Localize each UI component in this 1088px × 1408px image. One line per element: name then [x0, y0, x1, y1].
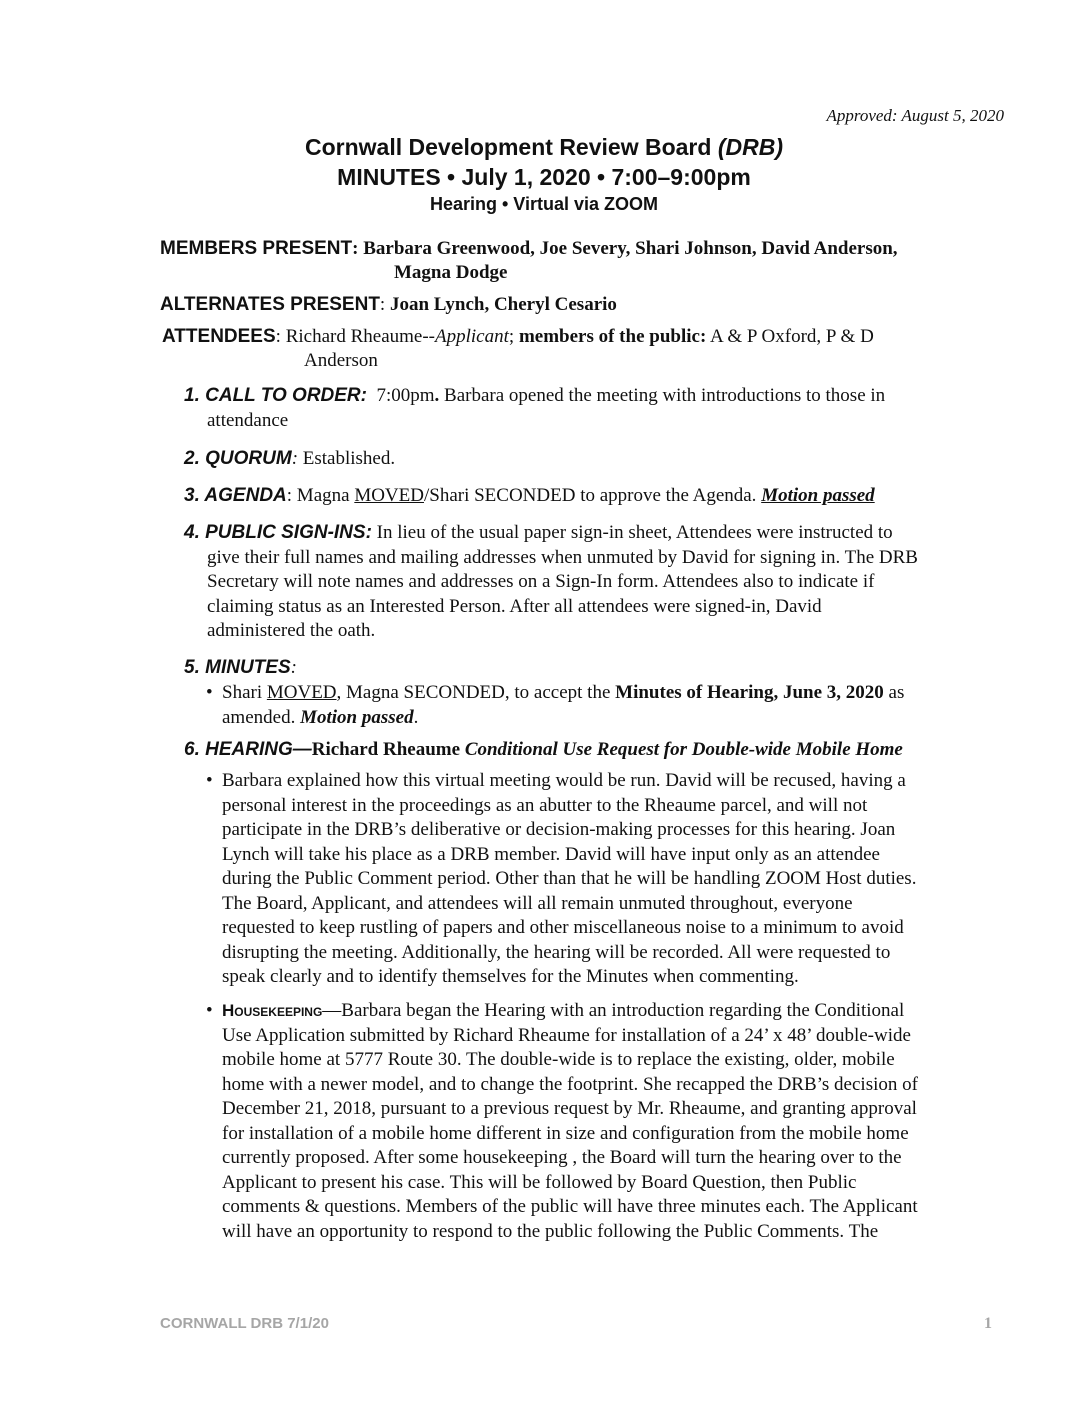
members-names-cont: Magna Dodge [394, 262, 508, 283]
bullet-dot: • [206, 770, 213, 791]
item-minutes: 5. MINUTES: [184, 657, 297, 678]
attendees: ATTENDEES: Richard Rheaume--Applicant; members of the public: A & P Oxford, P & D [162, 326, 874, 347]
alternates-label: ALTERNATES PRESENT [160, 294, 380, 315]
bullet-dot: • [206, 1000, 213, 1021]
item-public-sign-ins: 4. PUBLIC SIGN-INS: In lieu of the usual paper sign-in sheet, Attendees were instructed to give their full names and mailing addresses when unmuted by David for signing in. The DRB Secretary will note names and addresses on a Sign-In form. Attendees also to indicate if claiming status as an Interested Person. After all attendees were signed-in, David administered the oath. [184, 522, 918, 641]
title-block [0, 132, 1088, 216]
page-title: Cornwall Development Review Board (DRB) [305, 134, 783, 160]
item-hearing: 6. HEARING—Richard Rheaume Conditional Use Request for Double-wide Mobile Home [184, 739, 903, 760]
housekeeping-label: Housekeeping [222, 1001, 323, 1020]
item-number: 2. QUORUM [184, 448, 292, 469]
minutes-bullet: • Shari MOVED, Magna SECONDED, to accept the Minutes of Hearing, June 3, 2020 as amended. Motion passed. [206, 682, 905, 728]
members-present: MEMBERS PRESENT: Barbara Greenwood, Joe Severy, Shari Johnson, David Anderson, [160, 238, 898, 259]
item-call-to-order: 1. CALL TO ORDER: 7:00pm. Barbara opened the meeting with introductions to those in attendance [184, 385, 886, 431]
alternates-names: Joan Lynch, Cheryl Cesario [389, 294, 617, 315]
footer-title: CORNWALL DRB 7/1/20 [160, 1315, 329, 1332]
alternates-present: ALTERNATES PRESENT: Joan Lynch, Cheryl Cesario [160, 294, 617, 315]
members-label: MEMBERS PRESENT [160, 238, 353, 259]
item-agenda: 3. AGENDA: Magna MOVED/Shari SECONDED to approve the Agenda. Motion passed [184, 485, 875, 506]
members-names: Barbara Greenwood, Joe Severy, Shari Johnson, David Anderson, [363, 238, 898, 259]
meeting-type-line: Hearing • Virtual via ZOOM [429, 194, 659, 214]
item-number: 4. PUBLIC SIGN-INS: [184, 522, 372, 543]
bullet-dot: • [206, 682, 213, 703]
attendees-label: ATTENDEES [162, 326, 276, 347]
page-number: 1 [984, 1315, 992, 1332]
item-number: 5. MINUTES [184, 657, 291, 678]
item-quorum: 2. QUORUM: Established. [184, 448, 396, 469]
item-number: 1. CALL TO ORDER: [184, 385, 367, 406]
attendees-cont: Anderson [304, 350, 378, 371]
item-number: 3. AGENDA [184, 485, 287, 506]
motion-passed: Motion passed [761, 485, 875, 506]
approved-date: Approved: August 5, 2020 [826, 106, 1004, 125]
item-number: 6. HEARING— [184, 739, 312, 760]
meeting-date-line: MINUTES • July 1, 2020 • 7:00–9:00pm [337, 164, 751, 190]
hearing-bullet-housekeeping: • Housekeeping—Barbara began the Hearing with an introduction regarding the Conditional Use Application submitted by Richard Rheaume for installation of a 24’ x 48’ double-wide mobile home at 5777 Route 30. The double-wide is to replace the existing, older, mobile home with a newer model, and to change the footprint. She recapped the DRB’s decision of December 21, 2018, pursuant to a previous request by Mr. Rheaume, and granting approval for installation of a mobile home different in size and configuration from the mobile home currently proposed. After some housekeeping , the Board will turn the hearing over to the Applicant to present his case. This will be followed by Board Question, then Public comments & questions. Members of the public will have three minutes each. The Applicant will have an opportunity to respond to the public following the Public Comments. The [206, 1000, 918, 1242]
hearing-bullet-procedure: • Barbara explained how this virtual meeting would be run. David will be recused, having a personal interest in the proceedings as an abutter to the Rheaume parcel, and will not participate in the DRB’s deliberative or decision-making processes for this hearing. Joan Lynch will take his place as a DRB member. David will have input only as an attendee during the Public Comment period. Other than that he will be handling ZOOM Host duties. The Board, Applicant, and attendees will all remain unmuted throughout, everyone requested to keep rustling of papers and other miscellaneous noise to a minimum to avoid disrupting the meeting. Additionally, the hearing will be recorded. All were requested to speak clearly and to identify themselves for the Minutes when commenting. [206, 770, 917, 987]
motion-passed: Motion passed [300, 706, 414, 728]
